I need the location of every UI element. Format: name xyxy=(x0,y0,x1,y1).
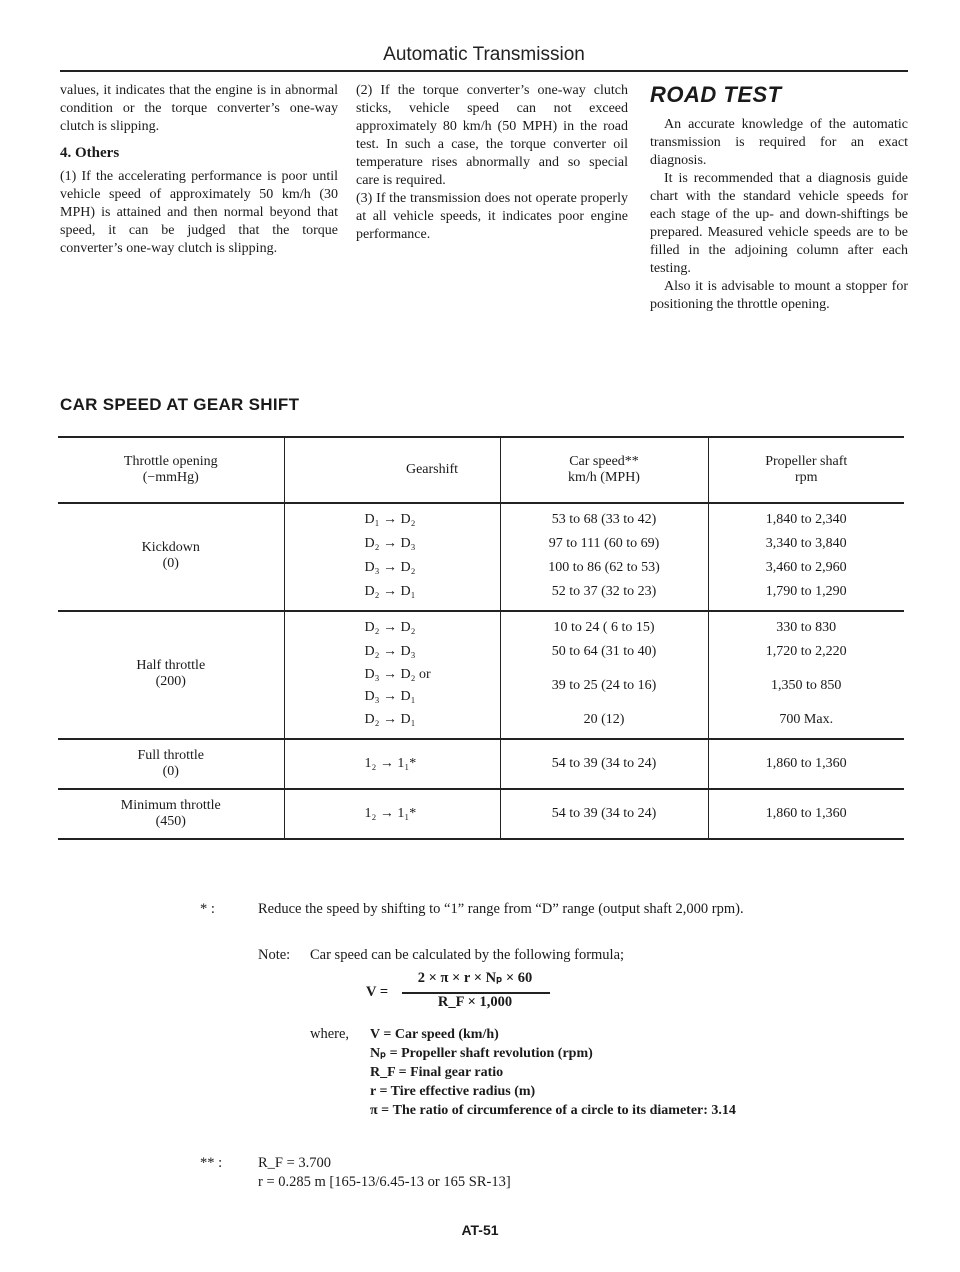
definition: R_F = Final gear ratio xyxy=(370,1065,504,1080)
definition: π = The ratio of circumference of a circle to its diameter: 3.14 xyxy=(370,1103,736,1118)
paragraph: It is recommended that a diagnosis guide chart with the standard vehicle speeds for each stage of the up- and down-shiftings be prepared. Measured vehicle speeds are to be filled in the adjoining column after each testing. xyxy=(650,171,908,276)
gearshift-cell: D₁ → D₂ D₂ → D₃ D₃ → D₂ D₂ → D₁ xyxy=(284,503,500,611)
note-text: Car speed can be calculated by the following formula; xyxy=(310,947,625,963)
throttle-cell: Full throttle (0) xyxy=(58,739,284,789)
definition: V = Car speed (km/h) xyxy=(370,1027,499,1042)
text-column-right xyxy=(650,82,908,314)
throttle-cell: Kickdown (0) xyxy=(58,503,284,611)
table-row-half-throttle xyxy=(58,611,904,739)
text-column-middle xyxy=(356,82,628,244)
rpm-cell: 1,860 to 1,360 xyxy=(708,789,904,839)
text-column-left xyxy=(60,82,338,258)
header-car-speed: Car speed** km/h (MPH) xyxy=(500,437,708,503)
final-gear-ratio: R_F = 3.700 xyxy=(258,1155,332,1171)
section-title: CAR SPEED AT GEAR SHIFT xyxy=(60,395,300,414)
rpm-cell: 1,840 to 2,340 3,340 to 3,840 3,460 to 2,960 1,790 to 1,290 xyxy=(708,503,904,611)
tire-radius: r = 0.285 m [165-13/6.45-13 or 165 SR-13] xyxy=(258,1174,511,1190)
table-header-row xyxy=(58,437,904,503)
definition: Nₚ = Propeller shaft revolution (rpm) xyxy=(370,1046,593,1061)
rpm-cell: 1,860 to 1,360 xyxy=(708,739,904,789)
paragraph: Also it is advisable to mount a stopper for positioning the throttle opening. xyxy=(650,279,908,312)
rpm-cell: 330 to 830 1,720 to 2,220 1,350 to 850 700 Max. xyxy=(708,611,904,739)
table-row-kickdown xyxy=(58,503,904,611)
car-speed-cell: 54 to 39 (34 to 24) xyxy=(500,789,708,839)
paragraph: values, it indicates that the engine is in abnormal condition or the torque converter’s one-way clutch is slipping. xyxy=(60,83,338,134)
subheading-others: 4. Others xyxy=(60,145,120,161)
page-header: Automatic Transmission xyxy=(383,44,585,65)
formula-v: V = xyxy=(366,984,389,1000)
paragraph: (2) If the torque converter’s one-way clutch sticks, vehicle speed can not exceed approximately 80 km/h (50 MPH) in the road test. In such a case, the torque converter oil temperature rises abnormally and so special care is required. xyxy=(356,83,628,188)
note-label: Note: xyxy=(258,947,291,963)
footnote-star-mark: * : xyxy=(200,901,215,917)
table-row-full-throttle xyxy=(58,739,904,789)
definition: r = Tire effective radius (m) xyxy=(370,1084,536,1099)
formula-definitions xyxy=(370,1025,736,1120)
car-speed-cell: 54 to 39 (34 to 24) xyxy=(500,739,708,789)
header-throttle: Throttle opening (−mmHg) xyxy=(123,454,218,485)
gearshift-cell: 1₂ → 1₁* xyxy=(284,739,500,789)
header-gearshift: Gearshift xyxy=(284,437,500,503)
footnote-double-star-mark: ** : xyxy=(200,1155,223,1171)
formula-denominator: R_F × 1,000 xyxy=(437,994,513,1010)
header-rule xyxy=(60,70,908,72)
car-speed-cell: 53 to 68 (33 to 42) 97 to 111 (60 to 69) 100 to 86 (62 to 53) 52 to 37 (32 to 23) xyxy=(500,503,708,611)
paragraph: An accurate knowledge of the automatic transmission is required for an exact diagnosis. xyxy=(650,117,908,168)
header-propeller: Propeller shaft rpm xyxy=(765,454,848,485)
car-speed-cell: 10 to 24 ( 6 to 15) 50 to 64 (31 to 40) 39 to 25 (24 to 16) 20 (12) xyxy=(500,611,708,739)
where-label: where, xyxy=(310,1026,350,1042)
gearshift-cell: 1₂ → 1₁* xyxy=(284,789,500,839)
road-test-heading: ROAD TEST xyxy=(650,82,782,107)
footnote-star-text: Reduce the speed by shifting to “1” range from “D” range (output shaft 2,000 rpm). xyxy=(258,901,744,917)
paragraph: (1) If the accelerating performance is poor until vehicle speed of approximately 50 km/h (30 MPH) is attained and then normal beyond that speed, it can be judged that the torque converter’s one-way clutch is slipping. xyxy=(60,169,338,256)
page-number: AT-51 xyxy=(461,1222,499,1238)
throttle-cell: Minimum throttle (450) xyxy=(58,789,284,839)
gear-shift-table xyxy=(58,436,904,840)
formula-numerator: 2 × π × r × Nₚ × 60 xyxy=(417,970,533,986)
paragraph: (3) If the transmission does not operate properly at all vehicle speeds, it indicates poor engine performance. xyxy=(356,191,628,242)
gearshift-cell: D₂ → D₂ D₂ → D₃ D₃ → D₂ or D₃ → D₁ D₂ → D₁ xyxy=(284,611,500,739)
throttle-cell: Half throttle (200) xyxy=(58,611,284,739)
table-row-minimum-throttle xyxy=(58,789,904,839)
